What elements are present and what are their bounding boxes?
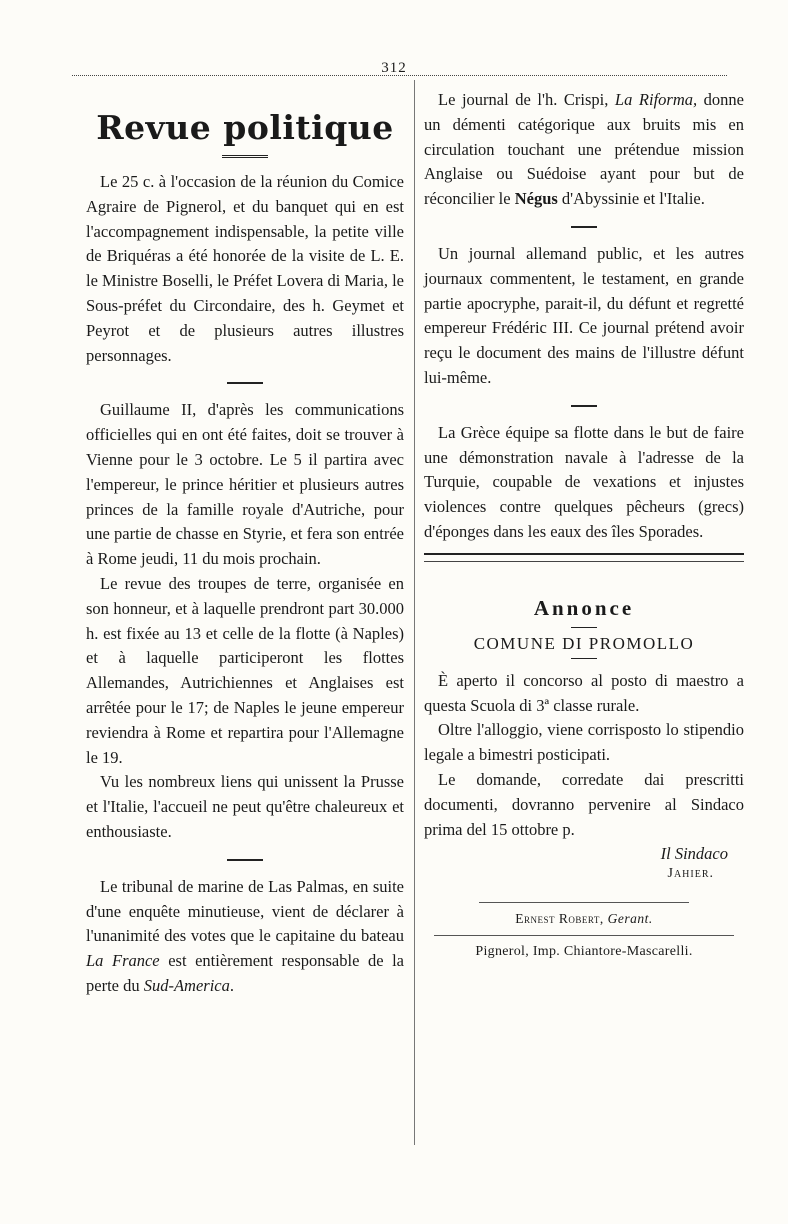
annonce-alloggio: Oltre l'alloggio, viene corrisposto lo stipendio legale a bimestri posticipati. [424,720,744,765]
column-divider [414,80,415,1145]
newspaper-name: La Riforma, [614,90,698,109]
article-separator [571,226,597,228]
footer-rule [434,935,734,936]
right-column [424,82,744,960]
printer-imprint: Pignerol, Imp. Chiantore-Mascarelli. [475,944,693,960]
article-separator [227,859,263,861]
page-number: 312 [381,60,407,76]
article-guillaume: Guillaume II, d'après les communications officielles qui en ont été faites, doit se trouver à Vienne pour le 3 octobre. Le 5 il partira avec l'empereur, le prince héritier et plusieurs autres princes de la famille royale d'Autriche, pour une partie de chasse en Styrie, et fera son entrée à Rome jeudi, 11 du mois prochain. [86,400,404,569]
article-las-palmas [86,875,404,999]
text-run: . [229,975,235,995]
text-run: est entièrement responsable de la perte du [86,951,405,995]
left-column [86,82,404,999]
article-testament: Un journal allemand public, et les autres journaux commentent, le testament, en grande partie apocryphe, parait-il, du défunt et regretté empereur Frédéric III. Ce journal prétend avoir reçu le document des mains de l'illustre défunt lui-même. [424,243,744,387]
article-briqueras: Le 25 c. à l'occasion de la réunion du Comice Agraire de Pignerol, et du banquet qui en est l'accompagnement indispensable, la petite ville de Briquéras a été honorée de la visite de L. E. le Ministre Boselli, le Préfet Lovera di Maria, le Sous-préfet du Circondaire, des h. Geymet et Peyrot et de plusieurs autres illustres personnages. [86,172,404,365]
article-separator [571,405,597,407]
article-revue-troupes: Le revue des troupes de terre, organisée en son honneur, et à laquelle prendront part 30.000 h. est fixée au 13 et celle de la flotte (à Naples) et à laquelle participeront les flottes Allemandes, Autrichiennes et Anglaises est arrêtée pour le 17; de Naples le jeune empereur reviendra à Rome et repartira pour l'Allemagne le 19. [86,573,404,767]
footer-rule [479,902,689,903]
annonce-heading: Annonce [533,595,635,620]
text-run: donne un démenti catégorique aux bruits mis en circulation touchant une prétendue mission Anglaise ou Suédoise ayant pour but de réconcilier le [424,90,745,209]
annonce-separator [571,658,597,659]
sindaco-name: Jahier. [667,866,714,882]
text-run: d'Abyssinie et l'Italie. [557,189,705,209]
annonce-concorso: È aperto il concorso al posto di maestro a questa Scuola di 3ª classe rurale. [424,670,744,715]
gerant-line: Ernest Robert, Gerant. [515,911,653,927]
text-run: Le journal de l'h. Crispi, [438,90,615,109]
ship-name: La France [86,951,160,971]
sindaco-title: Il Sindaco [660,844,728,864]
annonce-separator [571,627,597,628]
article-riforma [424,88,744,212]
article-liens-prusse: Vu les nombreux liens qui unissent la Prusse et l'Italie, l'accueil ne peut qu'être chaleureux et enthousiaste. [86,772,404,841]
negus-bold: Négus [514,189,558,209]
header-rule [72,75,727,76]
annonce-domande: Le domande, corredate dai prescritti documenti, dovranno pervenire al Sindaco prima del 15 ottobre p. [424,769,744,839]
section-rule [424,553,744,555]
article-grece: La Grèce équipe sa flotte dans le but de faire une démonstration navale à l'adresse de la Turquie, coupable de vexations et injustes violences contre quelques pêcheurs (grecs) d'éponges dans les eaux des îles Sporades. [424,422,744,541]
comune-heading: COMUNE DI PROMOLLO [473,633,695,653]
masthead-title: Revue politique [96,108,394,147]
masthead-rule [222,155,268,158]
section-rule [424,561,744,562]
text-run: Le tribunal de marine de Las Palmas, en suite d'une enquête minutieuse, vient de déclarer à l'unanimité des votes que le capitaine du bateau [86,876,404,946]
gerant-title: Gerant. [607,911,653,927]
ship-name: Sud-America [143,975,230,995]
article-separator [227,382,263,384]
gerant-name: Ernest Robert [515,911,600,927]
